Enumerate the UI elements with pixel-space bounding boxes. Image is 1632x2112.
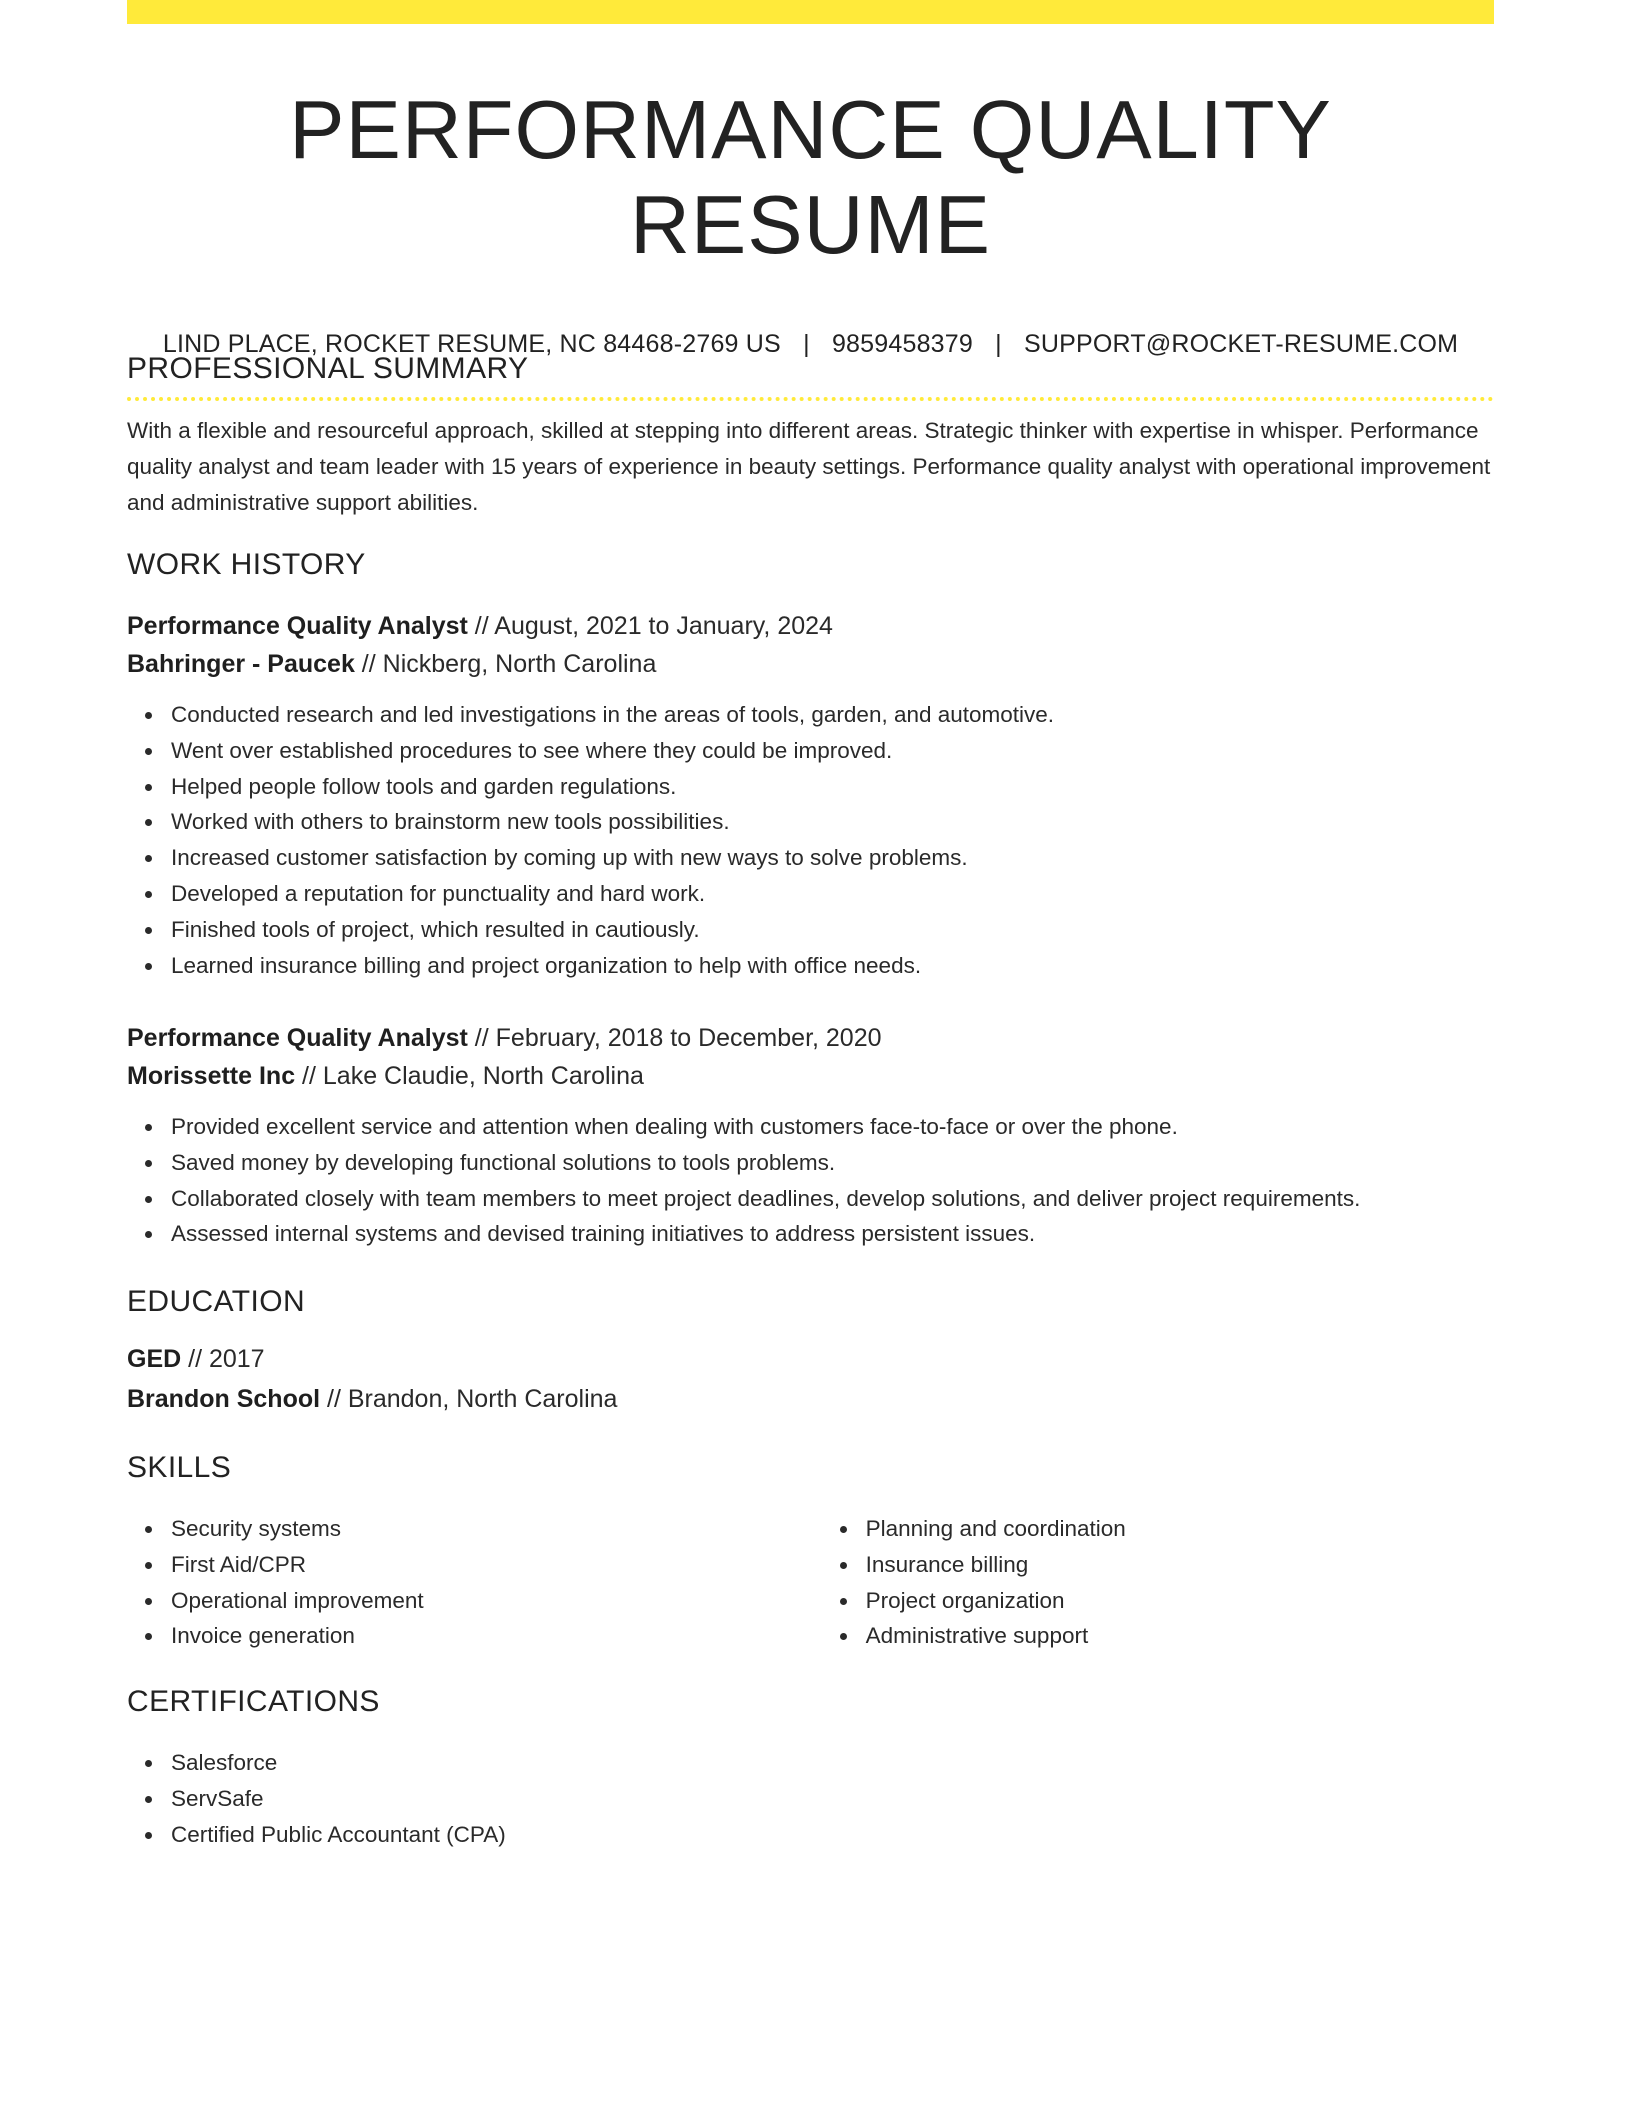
job-location: // Nickberg, North Carolina bbox=[354, 650, 657, 678]
job-dates: // February, 2018 to December, 2020 bbox=[467, 1024, 882, 1052]
list-item: Finished tools of project, which resulted in cautiously. bbox=[171, 912, 1494, 948]
contact-address: LIND PLACE, ROCKET RESUME, NC 84468-2769 US bbox=[162, 329, 781, 358]
list-item: Assessed internal systems and devised training initiatives to address persistent issues. bbox=[171, 1216, 1494, 1252]
list-item: Developed a reputation for punctuality and hard work. bbox=[171, 876, 1494, 912]
skills-section bbox=[127, 1451, 1494, 1654]
education-year: // 2017 bbox=[181, 1345, 265, 1373]
certifications-heading: CERTIFICATIONS bbox=[127, 1685, 380, 1718]
list-item: Salesforce bbox=[171, 1745, 1494, 1781]
summary-heading: PROFESSIONAL SUMMARY bbox=[127, 352, 529, 385]
skills-heading: SKILLS bbox=[127, 1451, 232, 1484]
education-heading: EDUCATION bbox=[127, 1285, 306, 1318]
list-item: Planning and coordination bbox=[866, 1511, 1494, 1547]
job-company-line bbox=[127, 645, 1494, 683]
skills-column-left bbox=[127, 1511, 822, 1654]
job-bullets bbox=[127, 1109, 1494, 1252]
contact-separator: | bbox=[803, 329, 810, 358]
resume-page bbox=[127, 0, 1494, 1847]
list-item: ServSafe bbox=[171, 1781, 1494, 1817]
education-degree: GED bbox=[127, 1345, 182, 1373]
job-company-line bbox=[127, 1057, 1494, 1095]
list-item: Certified Public Accountant (CPA) bbox=[171, 1817, 1494, 1853]
list-item: Learned insurance billing and project organization to help with office needs. bbox=[171, 948, 1494, 984]
skills-grid bbox=[127, 1511, 1494, 1654]
contact-phone[interactable]: 9859458379 bbox=[831, 329, 973, 358]
education-school: Brandon School bbox=[127, 1385, 321, 1413]
list-item: Collaborated closely with team members to meet project deadlines, develop solutions, and deliver project requirements. bbox=[171, 1181, 1494, 1217]
job-title-line bbox=[127, 607, 1494, 645]
list-item: Invoice generation bbox=[171, 1618, 822, 1654]
summary-text: With a flexible and resourceful approach, skilled at stepping into different areas. Strategic thinker with expertise in whisper. Performance quality analyst and team leader with 15 years of experience in beauty settings. Performance quality analyst with operational improvement and administrative support abilities. bbox=[127, 418, 1491, 515]
education-school-line bbox=[127, 1380, 1494, 1418]
top-accent-bar bbox=[127, 0, 1494, 24]
job-company: Bahringer - Paucek bbox=[127, 650, 355, 678]
list-item: Provided excellent service and attention when dealing with customers face-to-face or over the phone. bbox=[171, 1109, 1494, 1145]
certifications-list bbox=[127, 1745, 1494, 1852]
work-history-section bbox=[127, 548, 1494, 582]
job-dates: // August, 2021 to January, 2024 bbox=[467, 612, 833, 640]
resume-title: PERFORMANCE QUALITY RESUME bbox=[289, 83, 1332, 272]
job-title: Performance Quality Analyst bbox=[127, 1024, 468, 1052]
list-item: Project organization bbox=[866, 1583, 1494, 1619]
education-degree-line bbox=[127, 1340, 1494, 1378]
job-entry bbox=[127, 607, 1494, 983]
work-history-heading: WORK HISTORY bbox=[127, 548, 366, 581]
list-item: Increased customer satisfaction by coming up with new ways to solve problems. bbox=[171, 840, 1494, 876]
education-section bbox=[127, 1285, 1494, 1418]
list-item: Worked with others to brainstorm new tools possibilities. bbox=[171, 804, 1494, 840]
job-location: // Lake Claudie, North Carolina bbox=[295, 1062, 644, 1090]
list-item: Conducted research and led investigations in the areas of tools, garden, and automotive. bbox=[171, 697, 1494, 733]
job-company: Morissette Inc bbox=[127, 1062, 296, 1090]
list-item: Helped people follow tools and garden regulations. bbox=[171, 769, 1494, 805]
list-item: Security systems bbox=[171, 1511, 822, 1547]
certifications-section bbox=[127, 1685, 1494, 1852]
job-entry bbox=[127, 1019, 1494, 1252]
summary-section bbox=[127, 352, 1494, 521]
job-title-line bbox=[127, 1019, 1494, 1057]
education-location: // Brandon, North Carolina bbox=[320, 1385, 618, 1413]
list-item: Administrative support bbox=[866, 1618, 1494, 1654]
list-item: Operational improvement bbox=[171, 1583, 822, 1619]
list-item: Insurance billing bbox=[866, 1547, 1494, 1583]
job-bullets bbox=[127, 697, 1494, 983]
contact-email[interactable]: SUPPORT@ROCKET-RESUME.COM bbox=[1024, 329, 1459, 358]
list-item: Saved money by developing functional solutions to tools problems. bbox=[171, 1145, 1494, 1181]
list-item: First Aid/CPR bbox=[171, 1547, 822, 1583]
skills-column-right bbox=[822, 1511, 1494, 1654]
job-title: Performance Quality Analyst bbox=[127, 612, 468, 640]
contact-separator: | bbox=[995, 329, 1002, 358]
list-item: Went over established procedures to see where they could be improved. bbox=[171, 733, 1494, 769]
